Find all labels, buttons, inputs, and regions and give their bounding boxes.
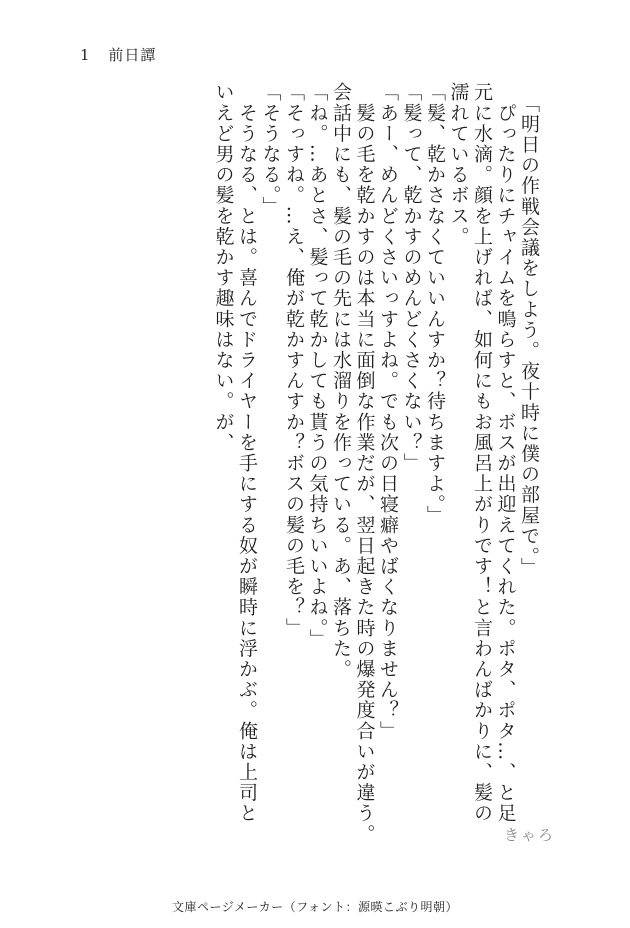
text-line: 髪の毛を乾かすのは本当に面倒な作業だが、翌日起きた時の爆発度合いが違う。 (353, 82, 376, 845)
text-line: 「明日の作戦会議をしよう。夜十時に僕の部屋で。」 (518, 82, 540, 578)
author-name: きゃろ (504, 826, 556, 844)
text-line: 「そっすね。…え、俺が乾かすんすか？ボスの髪の毛を？」 (283, 82, 305, 639)
text-line: 会話中にも、髪の毛の先には水溜りを作っている。あ、落ちた。 (330, 82, 352, 680)
text-line: 「髪って、乾かすのめんどくさくない？」 (400, 82, 423, 474)
text-line: 「ね。…あとさ、髪って乾かしても貰うの気持ちいいよね。」 (306, 82, 329, 650)
footer-credit: 文庫ページメーカー（フォント：源暎こぶり明朝） (171, 900, 459, 914)
chapter-number: 1 (80, 46, 91, 64)
text-line: いえど男の髪を乾かす趣味はない。が、 (212, 82, 235, 453)
chapter-header (80, 44, 156, 65)
chapter-title: 前日譚 (108, 46, 157, 64)
text-line: 濡れているボス。 (447, 82, 470, 247)
text-line: 「そうなる。」 (259, 82, 282, 217)
text-line: 元に水滴。顔を上げれば、如何にもお風呂上がりです！と言わんばかりに、髪の (471, 82, 493, 824)
text-line: ぴったりにチャイムを鳴らすと、ボスが出迎えてくれた。ポタ、ポタ…、と足 (494, 82, 517, 824)
text-line: 「あー、めんどくさいっすよね。でも次の日寝癖やばくなりません？」 (377, 82, 399, 742)
text-line: 「髪、乾かさなくていいんすか？待ちますよ。」 (424, 82, 446, 526)
text-line: そうなる、とは。喜んでドライヤーを手にする奴が瞬時に浮かぶ。俺は上司と (236, 82, 258, 824)
